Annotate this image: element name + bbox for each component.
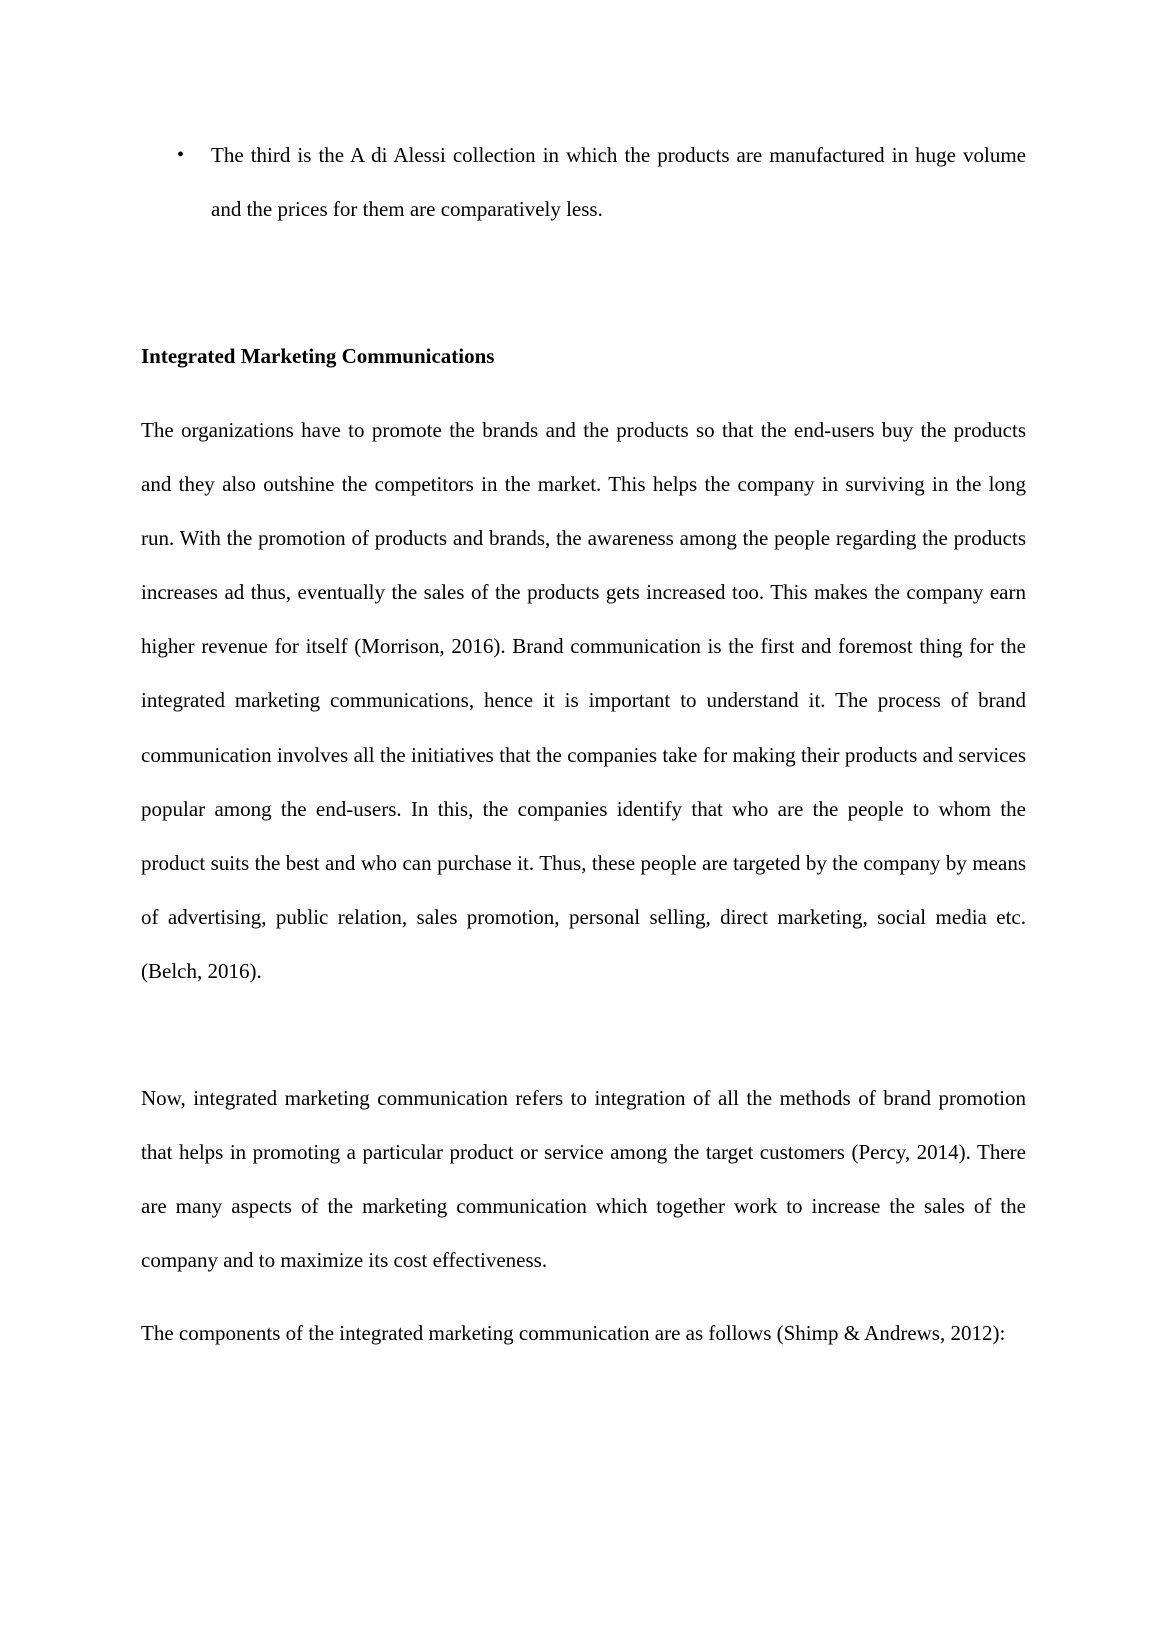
bullet-text: The third is the A di Alessi collection in which the products are manufactured in huge volume and the prices for them are comparatively less. [211,143,1026,221]
paragraph-brand-communication: The organizations have to promote the brands and the products so that the end-users buy the products and they also outshine the competitors in the market. This helps the company in surviving in the long run. With the promotion of products and brands, the awareness among the people regarding the products increases ad thus, eventually the sales of the products gets increased too. This makes the company earn higher revenue for itself (Morrison, 2016). Brand communication is the first and foremost thing for the integrated marketing communications, hence it is important to understand it. The process of brand communication involves all the initiatives that the companies take for making their products and services popular among the end-users. In this, the companies identify that who are the people to whom the product suits the best and who can purchase it. Thus, these people are targeted by the company by means of advertising, public relation, sales promotion, personal selling, direct marketing, social media etc. (Belch, 2016). [141,418,1026,983]
section-heading: Integrated Marketing Communications [141,344,495,368]
bullet-icon: • [177,144,185,166]
paragraph-imc-components: The components of the integrated marketing communication are as follows (Shimp & Andrews, 2012): [141,1321,1006,1345]
paragraph-imc-definition: Now, integrated marketing communication refers to integration of all the methods of brand promotion that helps in promoting a particular product or service among the target customers (Percy, 2014). There are many aspects of the marketing communication which together work to increase the sales of the company and to maximize its cost effectiveness. [141,1086,1026,1273]
bullet-item [141,128,1026,236]
bullet-list [141,128,1026,236]
